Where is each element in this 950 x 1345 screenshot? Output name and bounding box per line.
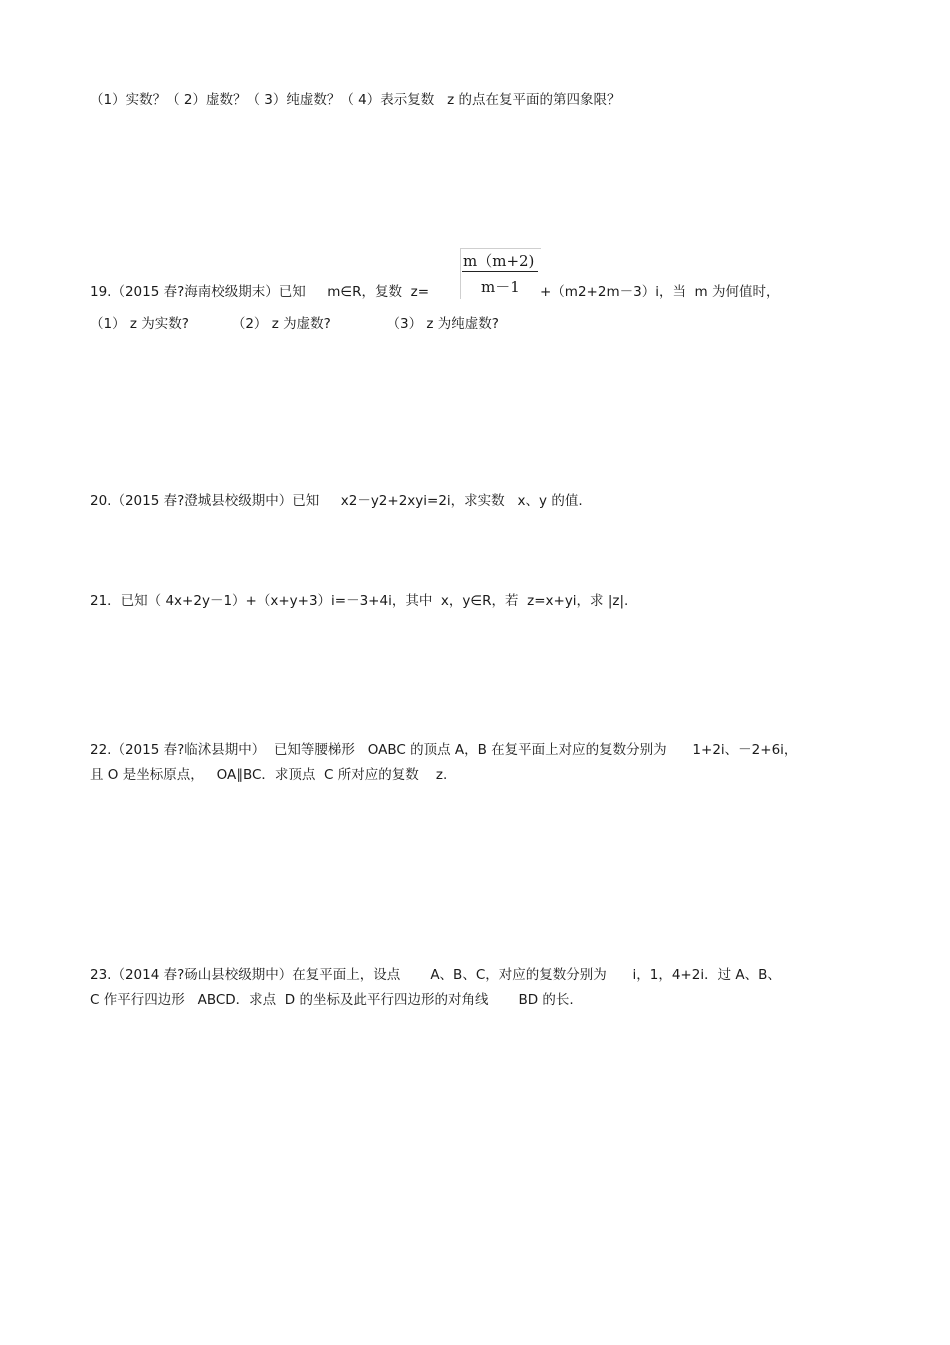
question-19-parts: （1） z 为实数? （2） z 为虚数? （3） z 为纯虚数? — [90, 316, 499, 332]
question-20: 20.（2015 春?澄城县校级期中）已知 x2－y2+2xyi=2i，求实数 x、y 的值. — [90, 493, 583, 509]
question-22-line-2: 且 O 是坐标原点， OA∥BC．求顶点 C 所对应的复数 z. — [90, 767, 448, 783]
fraction-numerator: m（m+2) — [463, 252, 535, 270]
question-23-line-1: 23.（2014 春?砀山县校级期中）在复平面上，设点 A、B、C，对应的复数分别为 i，1，4+2i．过 A、B、 — [90, 967, 781, 983]
question-19-stem-continued: +（m2+2m－3）i，当 m 为何值时， — [540, 284, 780, 300]
question-21: 21．已知（ 4x+2y－1）+（x+y+3）i=－3+4i，其中 x，y∈R，若 z=x+yi，求 |z|. — [90, 593, 629, 609]
fraction-denominator: m－1 — [481, 278, 520, 296]
question-19-stem: 19.（2015 春?海南校级期末）已知 m∈R，复数 z= — [90, 284, 430, 300]
question-23-line-2: C 作平行四边形 ABCD．求点 D 的坐标及此平行四边形的对角线 BD 的长. — [90, 992, 574, 1008]
fraction-bar — [462, 271, 538, 272]
question-22-line-1: 22.（2015 春?临沭县期中） 已知等腰梯形 OABC 的顶点 A，B 在复平面上对应的复数分别为 1+2i、－2+6i， — [90, 742, 798, 758]
fraction-image — [460, 248, 541, 299]
question-18-parts: （1）实数？（ 2）虚数？（ 3）纯虚数？（ 4）表示复数 z 的点在复平面的第四象限？ — [90, 92, 621, 108]
